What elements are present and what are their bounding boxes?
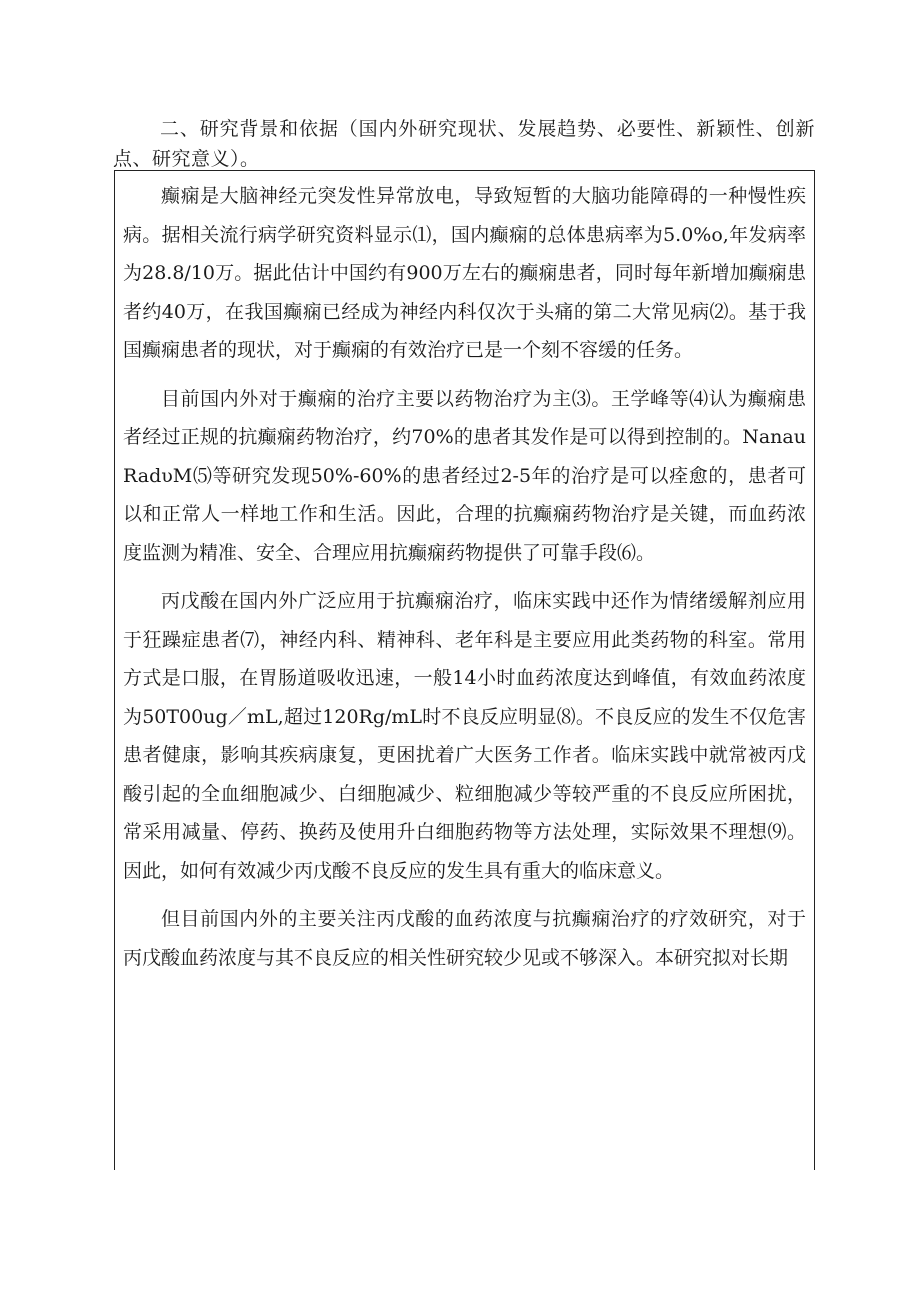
content-body: [123, 177, 806, 987]
content-box: [114, 170, 815, 1170]
paragraph-research-gap: 但目前国内外的主要关注丙戊酸的血药浓度与抗癫痫治疗的疗效研究，对于丙戊酸血药浓度与其不良反应的相关性研究较少见或不够深入。本研究拟对长期: [123, 908, 806, 969]
paragraph-treatment: 目前国内外对于癫痫的治疗主要以药物治疗为主⑶。王学峰等⑷认为癫痫患者经过正规的抗癫痫药物治疗，约70%的患者其发作是可以得到控制的。NanauRadυM⑸等研究发现50%-60%的患者经过2-5年的治疗是可以痊愈的，患者可以和正常人一样地工作和生活。因此，合理的抗癫痫药物治疗是关键，而血药浓度监测为精准、安全、合理应用抗癫痫药物提供了可靠手段⑹。: [123, 387, 806, 564]
section-heading: 二、研究背景和依据（国内外研究现状、发展趋势、必要性、新颖性、创新点、研究意义）。: [113, 118, 815, 170]
paragraph-epilepsy-overview: 癫痫是大脑神经元突发性异常放电，导致短暂的大脑功能障碍的一种慢性疾病。据相关流行病学研究资料显示⑴，国内癫痫的总体患病率为5.0%o,年发病率为28.8/10万。据此估计中国约有900万左右的癫痫患者，同时每年新增加癫痫患者约40万，在我国癫痫已经成为神经内科仅次于头痛的第二大常见病⑵。基于我国癫痫患者的现状，对于癫痫的有效治疗已是一个刻不容缓的任务。: [123, 185, 806, 361]
paragraph-valproate: 丙戊酸在国内外广泛应用于抗癫痫治疗，临床实践中还作为情绪缓解剂应用于狂躁症患者⑺，神经内科、精神科、老年科是主要应用此类药物的科室。常用方式是口服，在胃肠道吸收迅速，一般14小时血药浓度达到峰值，有效血药浓度为50T00ug／mL,超过120Rg/mL时不良反应明显⑻。不良反应的发生不仅危害患者健康，影响其疾病康复，更困扰着广大医务工作者。临床实践中就常被丙戊酸引起的全血细胞减少、白细胞减少、粒细胞减少等较严重的不良反应所困扰，常采用减量、停药、换药及使用升白细胞药物等方法处理，实际效果不理想⑼。因此，如何有效减少丙戊酸不良反应的发生具有重大的临床意义。: [123, 590, 806, 882]
